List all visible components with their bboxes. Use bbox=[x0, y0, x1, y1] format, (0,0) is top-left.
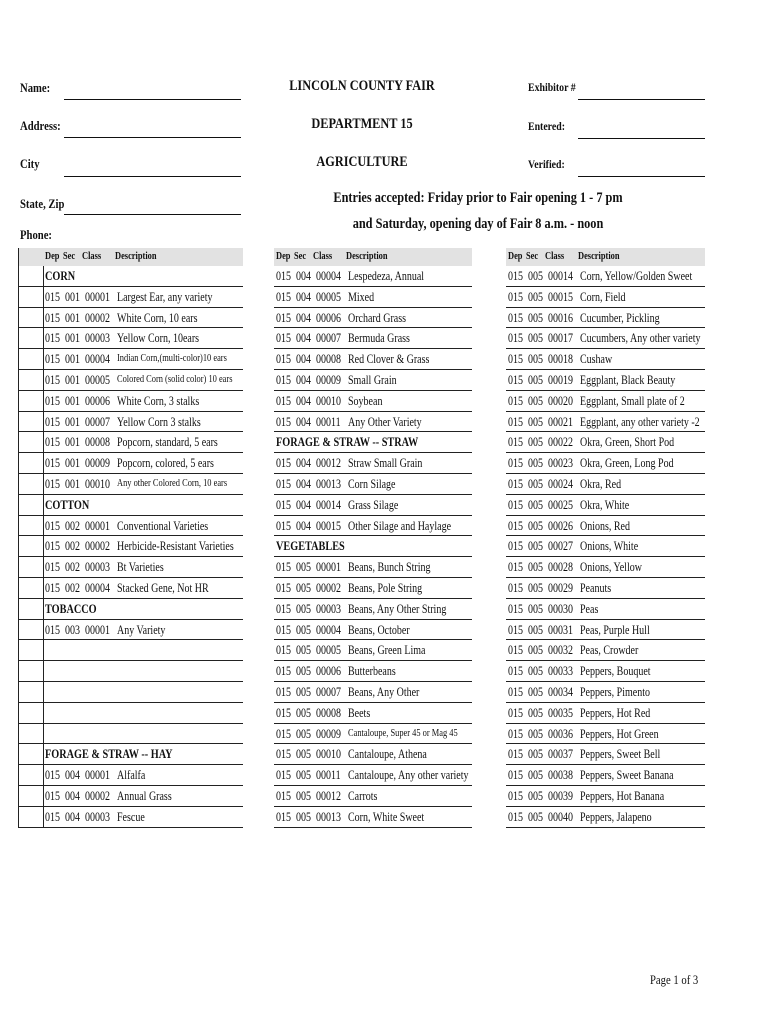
entry-description: Cantaloupe, Super 45 or Mag 45 bbox=[348, 727, 458, 739]
section-label: COTTON bbox=[45, 497, 90, 512]
table-row bbox=[506, 412, 705, 433]
table-row bbox=[19, 412, 243, 433]
entry-description: Corn Silage bbox=[348, 476, 396, 491]
entry-code: 015 004 00009 bbox=[276, 372, 341, 387]
entry-description: White Corn, 3 stalks bbox=[117, 393, 200, 408]
table-row bbox=[506, 474, 705, 495]
table-row bbox=[506, 536, 705, 557]
entry-code: 015 005 00036 bbox=[508, 726, 573, 741]
table-row bbox=[506, 744, 705, 765]
entry-description: Peanuts bbox=[580, 580, 612, 595]
table-row bbox=[19, 536, 243, 557]
header-dep: Dep bbox=[276, 251, 291, 262]
entry-code: 015 001 00008 bbox=[45, 435, 110, 450]
entry-code: 015 005 00004 bbox=[276, 622, 341, 637]
table-row bbox=[274, 682, 472, 703]
table-row bbox=[19, 287, 243, 308]
table-row bbox=[506, 308, 705, 329]
entry-description: Conventional Varieties bbox=[117, 518, 209, 533]
entry-description: Cucumber, Pickling bbox=[580, 310, 660, 325]
table-row bbox=[506, 287, 705, 308]
table-row bbox=[274, 516, 472, 537]
entry-code: 015 005 00013 bbox=[276, 809, 341, 824]
table-row bbox=[274, 453, 472, 474]
blank-row bbox=[19, 703, 243, 724]
city-label: City bbox=[20, 156, 40, 171]
table-row bbox=[506, 578, 705, 599]
table-row bbox=[19, 328, 243, 349]
table-row bbox=[19, 453, 243, 474]
entry-description: Onions, Yellow bbox=[580, 560, 642, 575]
entry-code: 015 005 00025 bbox=[508, 497, 573, 512]
entry-checkbox-cell[interactable] bbox=[19, 807, 44, 827]
entry-checkbox-cell[interactable] bbox=[19, 703, 44, 723]
entry-code: 015 004 00010 bbox=[276, 393, 341, 408]
table-row bbox=[274, 724, 472, 745]
header-dep: Dep bbox=[45, 251, 60, 262]
entry-code: 015 005 00006 bbox=[276, 664, 341, 679]
table-row bbox=[19, 516, 243, 537]
entry-description: Lespedeza, Annual bbox=[348, 269, 425, 283]
entry-description: Okra, White bbox=[580, 497, 630, 512]
name-label: Name: bbox=[20, 80, 51, 95]
entry-description: Cantaloupe, Athena bbox=[348, 747, 427, 762]
entry-code: 015 003 00001 bbox=[45, 622, 110, 637]
entry-description: Orchard Grass bbox=[348, 310, 407, 325]
table-row bbox=[274, 765, 472, 786]
entry-checkbox-cell[interactable] bbox=[19, 724, 44, 744]
entry-description: Annual Grass bbox=[117, 788, 172, 803]
section-label: CORN bbox=[45, 269, 76, 283]
phone-label: Phone: bbox=[20, 227, 52, 242]
entry-code: 015 001 00007 bbox=[45, 414, 110, 429]
state-zip-field[interactable] bbox=[64, 214, 241, 215]
entry-code: 015 004 00006 bbox=[276, 310, 341, 325]
table-row bbox=[274, 703, 472, 724]
entry-code: 015 005 00014 bbox=[508, 269, 573, 283]
entries-table-right bbox=[506, 248, 705, 828]
table-row bbox=[506, 391, 705, 412]
entry-checkbox-cell[interactable] bbox=[19, 516, 44, 536]
table-row bbox=[19, 620, 243, 641]
table-row bbox=[506, 328, 705, 349]
entry-code: 015 005 00026 bbox=[508, 518, 573, 533]
entry-code: 015 005 00009 bbox=[276, 726, 341, 741]
entry-description: Mixed bbox=[348, 289, 375, 304]
table-row bbox=[506, 807, 705, 828]
entry-code: 015 005 00007 bbox=[276, 684, 341, 699]
entry-description: White Corn, 10 ears bbox=[117, 310, 198, 325]
entry-code: 015 001 00009 bbox=[45, 456, 110, 471]
table-row bbox=[506, 557, 705, 578]
entry-code: 015 001 00010 bbox=[45, 476, 110, 491]
table-row bbox=[19, 807, 243, 828]
entry-description: Peppers, Sweet Banana bbox=[580, 768, 674, 783]
table-row bbox=[274, 557, 472, 578]
entry-description: Peas, Crowder bbox=[580, 643, 639, 658]
entry-code: 015 005 00021 bbox=[508, 414, 573, 429]
entry-code: 015 001 00003 bbox=[45, 331, 110, 346]
table-header bbox=[274, 248, 472, 266]
entry-code: 015 004 00007 bbox=[276, 331, 341, 346]
entry-code: 015 005 00030 bbox=[508, 601, 573, 616]
entry-checkbox-cell[interactable] bbox=[19, 287, 44, 307]
entry-code: 015 005 00033 bbox=[508, 664, 573, 679]
entry-description: Okra, Green, Short Pod bbox=[580, 435, 675, 450]
entry-checkbox-cell[interactable] bbox=[19, 765, 44, 785]
entry-checkbox-cell[interactable] bbox=[19, 474, 44, 494]
table-row bbox=[506, 640, 705, 661]
entry-code: 015 005 00022 bbox=[508, 435, 573, 450]
table-row bbox=[274, 266, 472, 287]
blank-row bbox=[19, 682, 243, 703]
entry-description: Butterbeans bbox=[348, 664, 396, 679]
agriculture-title: AGRICULTURE bbox=[316, 154, 408, 170]
table-row bbox=[19, 349, 243, 370]
entry-description: Beans, Green Lima bbox=[348, 643, 426, 658]
exhibitor-field[interactable] bbox=[578, 99, 705, 100]
entry-checkbox-cell[interactable] bbox=[19, 744, 44, 764]
table-row bbox=[506, 349, 705, 370]
entry-checkbox-cell[interactable] bbox=[19, 536, 44, 556]
section-row bbox=[274, 536, 472, 557]
entry-code: 015 004 00013 bbox=[276, 476, 341, 491]
verified-label: Verified: bbox=[528, 157, 565, 171]
blank-row bbox=[19, 724, 243, 745]
entry-checkbox-cell[interactable] bbox=[19, 266, 44, 286]
fair-title: LINCOLN COUNTY FAIR bbox=[289, 78, 435, 94]
entry-description: Corn, Field bbox=[580, 289, 626, 304]
header-desc: Description bbox=[346, 251, 388, 262]
table-row bbox=[506, 516, 705, 537]
section-label: FORAGE & STRAW -- STRAW bbox=[276, 435, 419, 450]
entry-code: 015 005 00034 bbox=[508, 684, 573, 699]
entry-code: 015 005 00028 bbox=[508, 560, 573, 575]
entry-description: Fescue bbox=[117, 809, 145, 824]
section-row bbox=[19, 266, 243, 287]
table-row bbox=[274, 640, 472, 661]
table-row bbox=[274, 308, 472, 329]
entry-description: Alfalfa bbox=[117, 768, 146, 783]
header-desc: Description bbox=[578, 251, 620, 262]
entries-table-left bbox=[18, 248, 243, 828]
entered-field[interactable] bbox=[578, 138, 705, 139]
entry-checkbox-cell[interactable] bbox=[19, 620, 44, 640]
table-row bbox=[506, 786, 705, 807]
entry-checkbox-cell[interactable] bbox=[19, 578, 44, 598]
entry-description: Eggplant, Small plate of 2 bbox=[580, 393, 685, 408]
entry-description: Indian Corn,(multi-color)10 ears bbox=[117, 353, 227, 365]
verified-field[interactable] bbox=[578, 176, 705, 177]
entry-description: Eggplant, any other variety -2 bbox=[580, 414, 700, 429]
table-row bbox=[274, 412, 472, 433]
table-row bbox=[274, 744, 472, 765]
entry-checkbox-cell[interactable] bbox=[19, 786, 44, 806]
table-row bbox=[19, 370, 243, 391]
entry-checkbox-cell[interactable] bbox=[19, 328, 44, 348]
entry-checkbox-cell[interactable] bbox=[19, 495, 44, 515]
entry-description: Herbicide-Resistant Varieties bbox=[117, 539, 234, 554]
entry-description: Carrots bbox=[348, 788, 378, 803]
entry-description: Beets bbox=[348, 705, 371, 720]
entry-description: Small Grain bbox=[348, 372, 397, 387]
entry-checkbox-cell[interactable] bbox=[19, 682, 44, 702]
entry-description: Peppers, Jalapeno bbox=[580, 809, 652, 824]
entry-code: 015 005 00019 bbox=[508, 372, 573, 387]
table-row bbox=[274, 391, 472, 412]
entry-checkbox-cell[interactable] bbox=[19, 349, 44, 369]
entry-code: 015 005 00027 bbox=[508, 539, 573, 554]
entry-description: Any other Colored Corn, 10 ears bbox=[117, 477, 228, 489]
entry-description: Beans, Pole String bbox=[348, 580, 423, 595]
entry-description: Soybean bbox=[348, 393, 383, 408]
table-row bbox=[506, 370, 705, 391]
entry-description: Okra, Red bbox=[580, 476, 622, 491]
entry-code: 015 004 00005 bbox=[276, 289, 341, 304]
entry-code: 015 005 00002 bbox=[276, 580, 341, 595]
entry-checkbox-cell[interactable] bbox=[19, 432, 44, 452]
table-row bbox=[274, 807, 472, 828]
page-number: Page 1 of 3 bbox=[650, 972, 699, 987]
entry-code: 015 005 00011 bbox=[276, 768, 341, 783]
entries-line-1: Entries accepted: Friday prior to Fair opening 1 - 7 pm bbox=[333, 190, 623, 206]
entry-description: Red Clover & Grass bbox=[348, 352, 430, 367]
entry-code: 015 005 00039 bbox=[508, 788, 573, 803]
entry-description: Beans, Any Other String bbox=[348, 601, 447, 616]
entry-description: Peppers, Bouquet bbox=[580, 664, 651, 679]
blank-row bbox=[19, 640, 243, 661]
entry-checkbox-cell[interactable] bbox=[19, 308, 44, 328]
entry-code: 015 005 00005 bbox=[276, 643, 341, 658]
table-row bbox=[19, 308, 243, 329]
entry-code: 015 001 00002 bbox=[45, 310, 110, 325]
entry-description: Bt Varieties bbox=[117, 560, 164, 575]
entry-code: 015 005 00001 bbox=[276, 560, 341, 575]
entry-description: Onions, White bbox=[580, 539, 639, 554]
table-row bbox=[506, 495, 705, 516]
entry-code: 015 005 00016 bbox=[508, 310, 573, 325]
entry-code: 015 005 00020 bbox=[508, 393, 573, 408]
table-header bbox=[19, 248, 243, 266]
table-row bbox=[506, 620, 705, 641]
entry-code: 015 004 00004 bbox=[276, 269, 341, 283]
table-row bbox=[506, 765, 705, 786]
entry-code: 015 002 00001 bbox=[45, 518, 110, 533]
address-label: Address: bbox=[20, 118, 61, 133]
entry-description: Peas bbox=[580, 601, 599, 616]
section-label: VEGETABLES bbox=[276, 539, 345, 554]
name-field[interactable] bbox=[64, 99, 241, 100]
table-row bbox=[274, 328, 472, 349]
entry-description: Corn, Yellow/Golden Sweet bbox=[580, 269, 693, 283]
header-class: Class bbox=[313, 251, 333, 262]
table-row bbox=[506, 682, 705, 703]
table-row bbox=[506, 432, 705, 453]
table-row bbox=[506, 724, 705, 745]
header-sec: Sec bbox=[526, 251, 539, 262]
exhibitor-label: Exhibitor # bbox=[528, 80, 576, 94]
entry-code: 015 005 00035 bbox=[508, 705, 573, 720]
entry-description: Eggplant, Black Beauty bbox=[580, 372, 676, 387]
table-row bbox=[274, 578, 472, 599]
entry-code: 015 001 00005 bbox=[45, 372, 110, 387]
entry-code: 015 001 00006 bbox=[45, 393, 110, 408]
table-row bbox=[274, 786, 472, 807]
entry-code: 015 005 00038 bbox=[508, 768, 573, 783]
entry-description: Cantaloupe, Any other variety bbox=[348, 768, 469, 783]
table-row bbox=[274, 287, 472, 308]
entry-code: 015 005 00008 bbox=[276, 705, 341, 720]
table-row bbox=[274, 620, 472, 641]
entry-checkbox-cell[interactable] bbox=[19, 412, 44, 432]
entry-code: 015 001 00001 bbox=[45, 289, 110, 304]
table-row bbox=[19, 474, 243, 495]
entry-description: Popcorn, colored, 5 ears bbox=[117, 456, 214, 471]
section-label: TOBACCO bbox=[45, 601, 97, 616]
entry-description: Beans, October bbox=[348, 622, 410, 637]
table-header bbox=[506, 248, 705, 266]
entry-code: 015 002 00003 bbox=[45, 560, 110, 575]
entry-code: 015 005 00015 bbox=[508, 289, 573, 304]
entry-description: Beans, Any Other bbox=[348, 684, 420, 699]
entered-label: Entered: bbox=[528, 119, 565, 133]
header-dep: Dep bbox=[508, 251, 523, 262]
table-row bbox=[506, 599, 705, 620]
table-row bbox=[19, 578, 243, 599]
entry-description: Onions, Red bbox=[580, 518, 630, 533]
entry-code: 015 004 00003 bbox=[45, 809, 110, 824]
section-row bbox=[274, 432, 472, 453]
entry-description: Yellow Corn 3 stalks bbox=[117, 414, 201, 429]
entry-code: 015 005 00037 bbox=[508, 747, 573, 762]
entry-code: 015 005 00018 bbox=[508, 352, 573, 367]
section-label: FORAGE & STRAW -- HAY bbox=[45, 747, 173, 762]
entry-code: 015 005 00031 bbox=[508, 622, 573, 637]
entries-line-2: and Saturday, opening day of Fair 8 a.m. - noon bbox=[352, 216, 604, 232]
entry-description: Cucumbers, Any other variety bbox=[580, 331, 701, 346]
table-row bbox=[19, 391, 243, 412]
entry-description: Largest Ear, any variety bbox=[117, 289, 213, 304]
address-field[interactable] bbox=[64, 137, 241, 138]
entry-description: Yellow Corn, 10ears bbox=[117, 331, 200, 346]
entry-code: 015 004 00002 bbox=[45, 788, 110, 803]
entry-code: 015 005 00032 bbox=[508, 643, 573, 658]
entry-code: 015 005 00012 bbox=[276, 788, 341, 803]
header-sec: Sec bbox=[294, 251, 307, 262]
entry-code: 015 005 00040 bbox=[508, 809, 573, 824]
header-class: Class bbox=[82, 251, 102, 262]
city-field[interactable] bbox=[64, 176, 241, 177]
entry-code: 015 004 00001 bbox=[45, 768, 110, 783]
entry-description: Grass Silage bbox=[348, 497, 399, 512]
entry-code: 015 005 00003 bbox=[276, 601, 341, 616]
entry-description: Peppers, Hot Banana bbox=[580, 788, 665, 803]
entry-code: 015 004 00012 bbox=[276, 456, 341, 471]
entry-description: Colored Corn (solid color) 10 ears bbox=[117, 373, 233, 385]
entry-code: 015 004 00014 bbox=[276, 497, 341, 512]
entries-table-middle bbox=[274, 248, 472, 828]
entry-code: 015 005 00010 bbox=[276, 747, 341, 762]
entry-description: Any Other Variety bbox=[348, 414, 422, 429]
entry-code: 015 004 00008 bbox=[276, 352, 341, 367]
table-row bbox=[506, 661, 705, 682]
entry-code: 015 004 00011 bbox=[276, 414, 341, 429]
state-zip-label: State, Zip bbox=[20, 196, 65, 211]
entry-code: 015 004 00015 bbox=[276, 518, 341, 533]
section-row bbox=[19, 599, 243, 620]
entry-checkbox-cell[interactable] bbox=[19, 661, 44, 681]
department-title: DEPARTMENT 15 bbox=[311, 116, 413, 132]
entry-description: Any Variety bbox=[117, 622, 166, 637]
header-class: Class bbox=[545, 251, 565, 262]
entry-description: Other Silage and Haylage bbox=[348, 518, 452, 533]
entry-description: Peppers, Hot Red bbox=[580, 705, 651, 720]
entry-description: Peas, Purple Hull bbox=[580, 622, 650, 637]
entry-description: Peppers, Sweet Bell bbox=[580, 747, 661, 762]
entry-description: Bermuda Grass bbox=[348, 331, 410, 346]
entry-description: Stacked Gene, Not HR bbox=[117, 580, 209, 595]
table-row bbox=[19, 786, 243, 807]
entry-description: Straw Small Grain bbox=[348, 456, 423, 471]
table-row bbox=[19, 557, 243, 578]
entry-description: Okra, Green, Long Pod bbox=[580, 456, 674, 471]
entry-code: 015 002 00004 bbox=[45, 580, 110, 595]
entry-code: 015 005 00029 bbox=[508, 580, 573, 595]
entry-checkbox-cell[interactable] bbox=[19, 599, 44, 619]
table-row bbox=[274, 474, 472, 495]
entry-description: Cushaw bbox=[580, 352, 613, 367]
entry-code: 015 005 00023 bbox=[508, 456, 573, 471]
table-row bbox=[506, 703, 705, 724]
table-row bbox=[274, 349, 472, 370]
table-row bbox=[19, 765, 243, 786]
section-row bbox=[19, 744, 243, 765]
table-row bbox=[19, 432, 243, 453]
table-row bbox=[274, 661, 472, 682]
entry-checkbox-cell[interactable] bbox=[19, 370, 44, 390]
header-sec: Sec bbox=[63, 251, 76, 262]
entry-description: Beans, Bunch String bbox=[348, 560, 431, 575]
section-row bbox=[19, 495, 243, 516]
entry-checkbox-cell[interactable] bbox=[19, 391, 44, 411]
header-desc: Description bbox=[115, 251, 157, 262]
blank-row bbox=[19, 661, 243, 682]
table-row bbox=[274, 599, 472, 620]
entry-description: Corn, White Sweet bbox=[348, 809, 425, 824]
entry-checkbox-cell[interactable] bbox=[19, 557, 44, 577]
entry-description: Peppers, Pimento bbox=[580, 684, 650, 699]
entry-code: 015 005 00024 bbox=[508, 476, 573, 491]
entry-code: 015 002 00002 bbox=[45, 539, 110, 554]
entry-code: 015 001 00004 bbox=[45, 352, 110, 367]
table-row bbox=[274, 495, 472, 516]
entry-checkbox-cell[interactable] bbox=[19, 640, 44, 660]
entry-code: 015 005 00017 bbox=[508, 331, 573, 346]
entry-checkbox-cell[interactable] bbox=[19, 453, 44, 473]
table-row bbox=[506, 453, 705, 474]
entry-description: Peppers, Hot Green bbox=[580, 726, 659, 741]
table-row bbox=[506, 266, 705, 287]
table-row bbox=[274, 370, 472, 391]
entry-description: Popcorn, standard, 5 ears bbox=[117, 435, 218, 450]
